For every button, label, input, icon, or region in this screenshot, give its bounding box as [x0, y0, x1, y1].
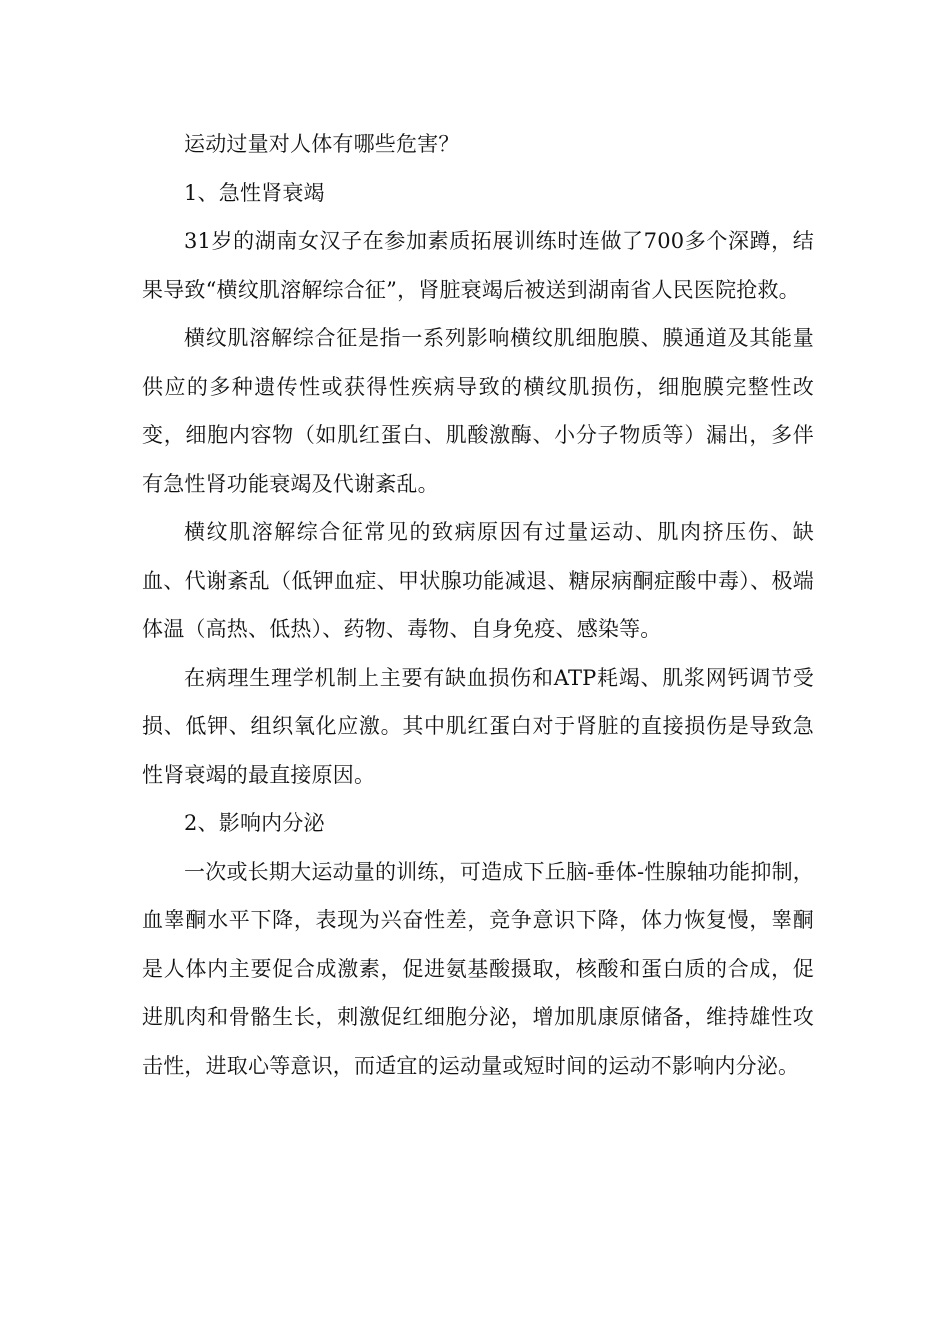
case-paragraph: 31岁的湖南女汉子在参加素质拓展训练时连做了700多个深蹲，结果导致“横纹肌溶解综合征”，肾脏衰竭后被送到湖南省人民医院抢救。: [142, 229, 814, 302]
definition-paragraph: 横纹肌溶解综合征是指一系列影响横纹肌细胞膜、膜通道及其能量供应的多种遗传性或获得性疾病导致的横纹肌损伤，细胞膜完整性改变，细胞内容物（如肌红蛋白、肌酸激酶、小分子物质等）漏出，多伴有急性肾功能衰竭及代谢紊乱。: [142, 326, 814, 496]
document-body: [142, 120, 814, 1090]
section-heading-1: 1、急性肾衰竭: [184, 180, 325, 205]
question-heading: 运动过量对人体有哪些危害？: [184, 132, 460, 156]
endocrine-paragraph: 一次或长期大运动量的训练，可造成下丘脑-垂体-性腺轴功能抑制，血睾酮水平下降，表现为兴奋性差，竞争意识下降，体力恢复慢，睾酮是人体内主要促合成激素，促进氨基酸摄取，核酸和蛋白质的合成，促进肌肉和骨骼生长，刺激促红细胞分泌，增加肌康原储备，维持雄性攻击性，进取心等意识，而适宜的运动量或短时间的运动不影响内分泌。: [142, 859, 814, 1078]
section-heading-2: 2、影响内分泌: [184, 811, 325, 835]
causes-paragraph: 横纹肌溶解综合征常见的致病原因有过量运动、肌肉挤压伤、缺血、代谢紊乱（低钾血症、甲状腺功能减退、糖尿病酮症酸中毒）、极端体温（高热、低热）、药物、毒物、自身免疫、感染等。: [142, 520, 814, 641]
mechanism-paragraph: 在病理生理学机制上主要有缺血损伤和ATP耗竭、肌浆网钙调节受损、低钾、组织氧化应激。其中肌红蛋白对于肾脏的直接损伤是导致急性肾衰竭的最直接原因。: [142, 665, 814, 787]
